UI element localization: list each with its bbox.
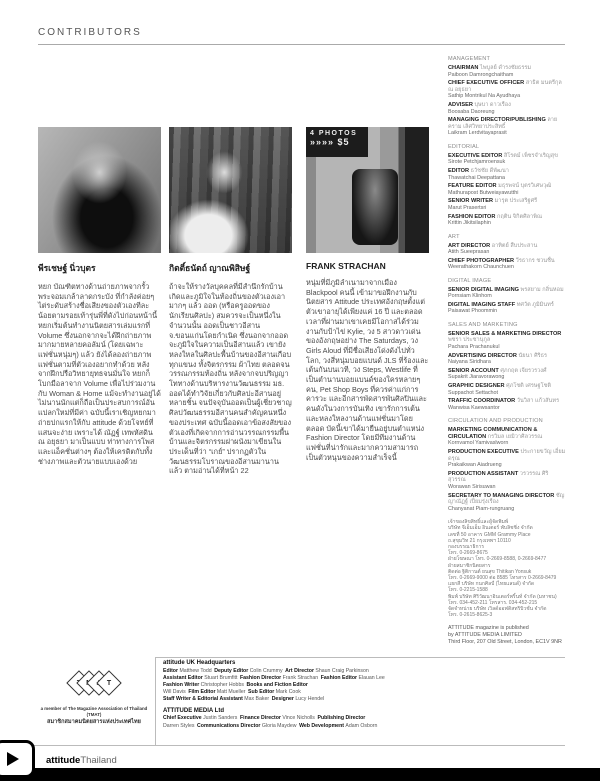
masthead-name-english: Krittin Jikitsilaphin [448, 220, 491, 227]
credit-name: Max Baker [244, 695, 272, 702]
bottom-section-divider [155, 657, 156, 745]
brand-thailand: Thailand [80, 755, 117, 766]
credit-name: Gloria Maydew [261, 722, 300, 729]
credit-role: Assistant Editor [163, 674, 205, 681]
contributor-bio: ถ้าจะให้รางวัลบุคคลที่มีสำนึกรักบ้านเกิดและภูมิใจในท้องถิ่นของตัวเองเอามากๆ แล้ว ออด (หรือครูออดของนักเรียนศิลปะ) สมควรจะเป็นหนึ่งในจำนวนนั้น ออดเป็นชาวอีสาน จ.ขอนแก่นโดยกำเนิด ซึ่งนอกจากออดจะภูมิใจในความเป็นอีสานแล้ว เขายังหลงใหลในศิลปะพื้นบ้านของอีสานเกือบทุกแขนง ทั้งจิตรกรรม ผ้าไทย ตลอดจนวรรณกรรมท้องถิ่น หลังจากจบปริญญาโททางด้านบริหารงานวัฒนธรรม มธ. ออดได้ทำวิจัยเกี่ยวกับศิลปะอีสานอยู่หลายชิ้น จนปัจจุบันออดเป็นผู้เชี่ยวชาญศิลปวัฒนธรรมอีสานคนสำคัญคนหนึ่งของประเทศ ฉบับนี้ออดเอาข้อสงสัยของตัวเองที่เกิดจากการอ่านวรรณกรรมพื้นบ้านและจิตรกรรมฝาผนังมาเขียนในประเด็นที่ว่า “เกย์” ปรากฏตัวในวัฒนธรรมโบราณของอีสานมานานแล้ว ตามอ่านได้ที่หน้า 22 [169, 282, 292, 476]
media-ltd-credits [163, 715, 433, 729]
masthead-name-thai: พชรา ประชานุกูล [448, 337, 491, 344]
masthead-name-thai: มธุรพจน์ บุตรวิเศษวุฒิ [498, 183, 552, 190]
contributor-bio: หยก บัณฑิตทางด้านถ่ายภาพจากรั้วพระจอมเกล้าลาดกระบัง ที่กำลังค่อยๆ ไต่ระดับสร้างชื่อเสียงของตัวเองทีละน้อยตามรอยเท้ารุ่นพี่ที่ดังไปก่อนหน้านี้ หยกเริ่มต้นทำงานนิตยสารเล่มแรกที่ Volume ซึ่งนอกจากจะได้ฝึกถ่ายภาพมากมายหลายคอลัมน์ (โดยเฉพาะแฟชั่นหนุ่มๆ) แล้ว ยังได้ลองถ่ายภาพแฟชั่นตามที่ตัวเองอยากทำด้วย หลังจากฝึกปรือวิทยายุทธจนมั่นใจ หยกก็โบกมือลาจาก Volume เพื่อไปร่วมงานกับ Woman & Home แม้จะทำงานอยู่ได้ไม่นานนักแต่ก็ถือเป็นประสบการณ์อันแปลกใหม่ที่มีค่า ฉบับนี้เราเชิญหยกมาถ่ายปกแรกให้กับ attitude ด้วยโจทย์ที่แสนจะง่าย เพราะได้ ณัฏฐ์ เทพหัสดิน ณ อยุธยา มาเป็นแบบ ท่าทางการโพสและแอ็คชั่นต่างๆ ต้องให้เครดิตกับทั้งช่างภาพและตัวนายแบบเองด้วย [38, 282, 161, 466]
header-rule [38, 44, 565, 45]
credit-name: Matt Mueller [216, 688, 249, 695]
masthead-section-title: SALES AND MARKETING [448, 321, 518, 328]
credit-role: Editor [163, 667, 180, 674]
masthead-name-thai: มารุต ประเสริฐศรี [494, 198, 538, 205]
page-title: CONTRIBUTORS [38, 27, 142, 38]
masthead-entry [448, 368, 566, 381]
masthead-name-english: Atith Sueeprasan [448, 249, 490, 256]
attitude-arrow-logo [0, 740, 35, 778]
masthead-entry [448, 198, 566, 211]
contributor-photo-2 [169, 127, 292, 253]
credit-name: Lucy Hendel [295, 695, 327, 702]
masthead-name-english: Weerathakorn Chaunchuen [448, 264, 514, 271]
contact-line: โทร. 0-2669-8675 [448, 550, 488, 557]
uk-hq-title: attitude UK Headquarters [163, 660, 236, 666]
credit-role: Fashion Writer [163, 681, 201, 688]
masthead-name-thai: ชัญญาณัฏฐ์ เปี่ยมรุ่งเรือง [448, 492, 565, 506]
contact-line: บริษัท จีเอ็มเอ็ม อินเตอร์ พับลิชชิ่ง จำกัด [448, 525, 533, 532]
masthead-role: ART DIRECTOR [448, 242, 491, 249]
credit-name: Stuart Brumfitt [204, 674, 240, 681]
masthead-contact-block [448, 519, 566, 618]
contact-line: ฝ่ายสมาชิกนิตยสาร [448, 562, 491, 569]
masthead-entry [448, 287, 566, 300]
credit-role: Chief Executive [163, 715, 204, 722]
contributor-bio: หนุ่มที่มีภูมิลำเนามาจากเมือง Blackpool คนนี้ เข้ามาขอฝึกงานกับนิตยสาร Attitude ประเทศอังกฤษตั้งแต่ตัวเขาอายุได้เพียงแค่ 16 ปี และตลอดเวลาที่ผ่านมาเขาเคยมีโอกาสได้ร่วมงานกับป้าไข่ Kylie, วง 5 สาวดาวเด่นของอังกฤษอย่าง The Saturdays, วง Girls Aloud ที่มีชื่อเสียงโด่งดังไปทั่วโลก, วงสี่หนุ่มบอยแบนด์ JLS ที่ร้องและเต้นกันบนเวที, วง Steps, Westlife ที่เป็นตำนานบอยแบนด์ของใครหลายๆ คน, Pet Shop Boys ที่ควรค่าแก่การคารวะ และอีกสารพัดสารพันศิลปินและคนดังในวงการบันเทิง เขารักการเต้นและหลงใหลงานด้านแฟชั่นมาโดยตลอด บัดนี้เขาได้มายืนอยู่บนตำแหน่ง Fashion Director โดยมีทีมงานด้านแฟชั่นที่น่ารักและมากความสามารถเป็นตัวหนุนของความสำเร็จนี้ [306, 278, 429, 462]
masthead-section-title: EDITORIAL [448, 143, 480, 150]
bottom-section-top-rule [155, 657, 565, 658]
credit-name: Justin Sanders [203, 715, 240, 722]
credit-name: Christopher Hobbs [200, 681, 247, 688]
masthead-name-english: Wanwisa Kaewsantor [448, 404, 500, 411]
credit-role: Finance Director [240, 715, 283, 722]
masthead-role: PRODUCTION ASSISTANT [448, 470, 519, 477]
credit-role: Books and Fiction Editor [246, 681, 308, 688]
tmat-logo-block [38, 670, 150, 726]
photobooth-sign-price: »»»» $5 [310, 137, 350, 147]
masthead-name-english: Boosaba Daoreung [448, 108, 495, 115]
contributor-column-3 [306, 127, 429, 462]
masthead-role: CHIEF PHOTOGRAPHER [448, 257, 515, 264]
credit-role: Fashion Editor [320, 674, 359, 681]
credit-line [163, 715, 433, 722]
contributor-photo-3 [306, 127, 429, 253]
contributor-photo-1 [38, 127, 161, 253]
masthead-name-thai: ไพบูลย์ ดำรงชัยธรรม [480, 65, 532, 71]
credit-name: Will Davis [163, 688, 189, 695]
tmat-letter: T [106, 679, 112, 687]
masthead-name-english: Kornvamol Yamivaslworn [448, 440, 509, 447]
credit-role: Designer [271, 695, 296, 702]
contact-line: กองบรรณาธิการ [448, 543, 485, 550]
credit-role: Web Development [299, 722, 346, 729]
credit-role: Communications Director [197, 722, 262, 729]
arrow-icon [7, 752, 19, 766]
masthead-name-thai: บุษบา ดาวเรือง [474, 101, 511, 108]
credit-line [163, 689, 433, 696]
masthead-entry [448, 80, 566, 100]
contact-line: แยกสี บริษัท กนกศิลป์ (ไทยแลนด์) จำกัด [448, 581, 535, 588]
credit-role: Deputy Editor [214, 667, 250, 674]
masthead-name-thai: ศุภโชติ เศรษฐโชติ [506, 383, 552, 390]
masthead-name-thai: พรสยาม กลิ่นหอม [520, 286, 564, 293]
masthead-role: FEATURE EDITOR [448, 183, 497, 190]
footer-black-bar [0, 768, 600, 781]
masthead-entry [448, 168, 566, 181]
credit-line [163, 696, 433, 703]
credit-name: Mark Cook [275, 688, 304, 695]
masthead-role: CHIEF EXECUTIVE OFFICER [448, 80, 525, 87]
tmat-caption-thai: สมาชิกสมาคมนิตยสารแห่งประเทศไทย [47, 719, 141, 726]
masthead-name-thai: กฤติน จิกิตศิลาพิณ [497, 213, 543, 220]
masthead-name-thai: ศุภกฤต เจียรวรวงศ์ [500, 367, 547, 374]
masthead-role: SENIOR DIGITAL IMAGING [448, 286, 519, 293]
masthead-entry [448, 353, 566, 366]
masthead-name-english: Suppachot Settachot [448, 389, 499, 396]
masthead-role: SENIOR SALES & MARKETING DIRECTOR [448, 330, 562, 337]
masthead-entry [448, 65, 566, 78]
masthead-name-english: Chanyanat Piam-rungruang [448, 505, 515, 512]
masthead-entry [448, 214, 566, 227]
masthead-published-block [448, 625, 566, 645]
masthead-name-thai: ธวัชชัย ดีพัฒนา [470, 167, 509, 174]
contact-line: เลขที่ 50 อาคาร GMM Grammy Place [448, 531, 531, 538]
masthead-name-thai: ลายคราม เลิศวิทยาประสิทธิ์ [448, 117, 558, 130]
credit-name: Adam Osborn [345, 722, 381, 729]
contact-line: โทร. 0-2669-9000 ต่อ 8585 โทรสาร 0-2669-8479 [448, 574, 557, 581]
masthead-name-english: Naiyana Siridhara [448, 359, 491, 366]
credit-name: Darren Styles [163, 722, 198, 729]
masthead-name-english: Laikram Lerdvitayaprasit [448, 130, 507, 137]
masthead-section [448, 278, 566, 315]
published-line: by ATTITUDE MEDIA LIMITED [448, 632, 522, 638]
masthead-entry [448, 153, 566, 166]
credit-name: Elauan Lee [358, 674, 388, 681]
credit-role: Publishing Director [317, 715, 366, 722]
photobooth-figure [352, 169, 398, 245]
published-line: Third Floor, 207 Old Street, London, EC1V 9NR [448, 638, 562, 645]
masthead-section [448, 418, 566, 512]
masthead-role: ADVISER [448, 101, 473, 108]
masthead-entry [448, 102, 566, 115]
credit-line [163, 675, 433, 682]
masthead-entry [448, 243, 566, 256]
masthead-name-english: Pornsiam Klinhom [448, 293, 492, 300]
photobooth-sign-text: 4 PHOTOS [310, 130, 358, 137]
masthead-name-english: Prakaikwan Aiadrueng [448, 462, 502, 469]
contact-line: ติดต่อ ฐิติกานต์ ยนสุข Thitikan Yonsuk [448, 568, 532, 575]
contact-line: ฝ่ายโฆษณา โทร. 0-2669-8588, 0-2669-8477 [448, 556, 547, 563]
contact-line: โทร. 0-2615-8625-3 [448, 612, 493, 619]
masthead-name-english: Sathip Montrikul Na Ayudhaya [448, 93, 521, 100]
masthead-entry [448, 383, 566, 396]
contributor-name: กิตติ์ธนัตถ์ ญาณพิสิษฐ์ [169, 263, 251, 273]
masthead-name-english: Paiboon Damrongchaitham [448, 71, 514, 78]
masthead-name-thai: สาธิต มนตรีกุล ณ อยุธยา [448, 80, 562, 93]
masthead-name-thai: นัยนา ศิริธร [518, 352, 548, 359]
masthead-name-english: Paisawat Phoommin [448, 308, 498, 315]
masthead-section-title: CIRCULATION AND PRODUCTION [448, 418, 543, 425]
media-ltd-title: ATTITUDE MEDIA Ltd [163, 707, 224, 714]
credit-name: Frank Strachan [282, 674, 321, 681]
masthead-section-title: ART [448, 233, 460, 240]
credit-role: Staff Writer & Editorial Assistant [163, 695, 245, 702]
masthead-name-thai: ประกายขวัญ เอี่ยมดรุณ [448, 449, 566, 462]
masthead-role: EXECUTIVE EDITOR [448, 152, 503, 159]
credit-line [163, 723, 433, 730]
masthead-role: TRAFFIC COORDINATOR [448, 398, 516, 405]
masthead-entry [448, 449, 566, 469]
contact-line: ถ.สุขุมวิท 21 กรุงเทพฯ 10110 [448, 537, 511, 544]
masthead-role: ADVERTISING DIRECTOR [448, 352, 517, 359]
credit-name: Vince Nicholls [282, 715, 318, 722]
credit-line [163, 668, 433, 675]
contact-line: โทร. 0-2215-1588 [448, 587, 488, 594]
masthead-name-english: Supakrit Jiaravorawong [448, 374, 505, 381]
brand-attitude: attitude [46, 755, 81, 766]
tmat-diamonds [38, 670, 150, 697]
masthead-name-thai: ทศวัต ภูมิมินทร์ [516, 301, 554, 308]
masthead-name-thai: อาทิตย์ สืบประสาน [491, 242, 538, 249]
credit-name: Colin Crummy [249, 667, 286, 674]
masthead-column [448, 56, 566, 645]
masthead-name-thai: วรวรรณ ศิริสุวรรณ [448, 470, 549, 484]
masthead-role: SECRETARY TO MANAGING DIRECTOR [448, 492, 555, 499]
credit-role: Film Editor [188, 688, 217, 695]
contributor-name: พีรเชษฐ์ นิ่วบุตร [38, 263, 96, 273]
masthead-section [448, 234, 566, 271]
masthead-entry [448, 258, 566, 271]
photobooth-panel [405, 127, 429, 253]
masthead-entry [448, 183, 566, 196]
masthead-entry [448, 493, 566, 513]
masthead-section-title: DIGITAL IMAGE [448, 277, 492, 284]
masthead-name-english: Mathurapost Butweiayawutthi [448, 189, 519, 196]
contact-line: โทร. 034-452-211 โทรสาร. 034-452-215 [448, 599, 538, 606]
masthead-name-thai: สิโรตม์ เพ็ชรจำเริญสุข [503, 152, 558, 159]
credit-role: Art Director [285, 667, 316, 674]
masthead-role: FASHION EDITOR [448, 213, 496, 220]
masthead-role: SENIOR WRITER [448, 198, 494, 205]
masthead-entry [448, 331, 566, 351]
masthead-name-english: Worawan Sirisuwan [448, 483, 496, 490]
contact-line: พิมพ์ บริษัท ศิริวัฒนาอินเตอร์พริ้นท์ จำกัด (มหาชน) [448, 593, 557, 600]
masthead-name-thai: วันวิสา แก้วสันทร [516, 398, 560, 405]
photobooth-sign [306, 127, 368, 157]
masthead-entry [448, 117, 566, 137]
masthead-name-english: Pachara Prachanukul [448, 344, 500, 351]
uk-credits-block [163, 660, 433, 730]
masthead-section [448, 322, 566, 411]
masthead-role: GRAPHIC DESIGNER [448, 383, 505, 390]
masthead-role: MANAGING DIRECTOR/PUBLISHING [448, 117, 546, 124]
masthead-name-english: Thawatchai Deepattana [448, 174, 505, 181]
contributor-name: FRANK STRACHAN [306, 261, 386, 271]
masthead-entry [448, 427, 566, 447]
masthead-role: SENIOR ACCOUNT [448, 367, 499, 374]
tmat-caption-english: a member of The Magazine Association of Thailand (TMAT) [40, 706, 148, 717]
contributor-column-2 [169, 127, 292, 476]
masthead-entry [448, 471, 566, 491]
masthead-section [448, 56, 566, 137]
credit-role: Sub Editor [248, 688, 276, 695]
masthead-name-thai: วีรธากร ชวนชื่น [515, 257, 555, 264]
bottom-section-bottom-rule [0, 745, 565, 746]
masthead-role: DIGITAL IMAGING STAFF [448, 301, 516, 308]
credit-name: Shaun Craig Parkinson [315, 667, 372, 674]
masthead-role: EDITOR [448, 167, 470, 174]
masthead-role: MARKETING COMMUNICATION & CIRCULATION [448, 427, 538, 440]
masthead-entry [448, 398, 566, 411]
contact-line: เจ้าของลิขสิทธิ์และผู้จัดพิมพ์ [448, 519, 509, 526]
masthead-section-title: MANAGEMENT [448, 56, 491, 62]
masthead-role: PRODUCTION EXECUTIVE [448, 449, 519, 455]
uk-hq-credits [163, 668, 433, 703]
credit-line [163, 682, 433, 689]
masthead-role: CHAIRMAN [448, 65, 479, 71]
contact-line: จัดจำหน่าย บริษัท เวิลด์ออฟดิสทริบิวชั่น จำกัด [448, 606, 547, 612]
contributor-column-1 [38, 127, 161, 466]
credit-name: Matthew Todd [179, 667, 215, 674]
masthead-entry [448, 302, 566, 315]
credit-role: Fashion Director [239, 674, 283, 681]
published-line: ATTITUDE magazine is published [448, 625, 529, 632]
masthead-section [448, 144, 566, 227]
masthead-name-thai: กรวิมล เยมิวาศิลวรรณ [487, 433, 543, 440]
brand-wordmark [46, 755, 117, 766]
masthead-name-english: Marut Prasertsri [448, 204, 487, 211]
masthead-name-english: Sirote Petchjamroensuk [448, 159, 506, 166]
